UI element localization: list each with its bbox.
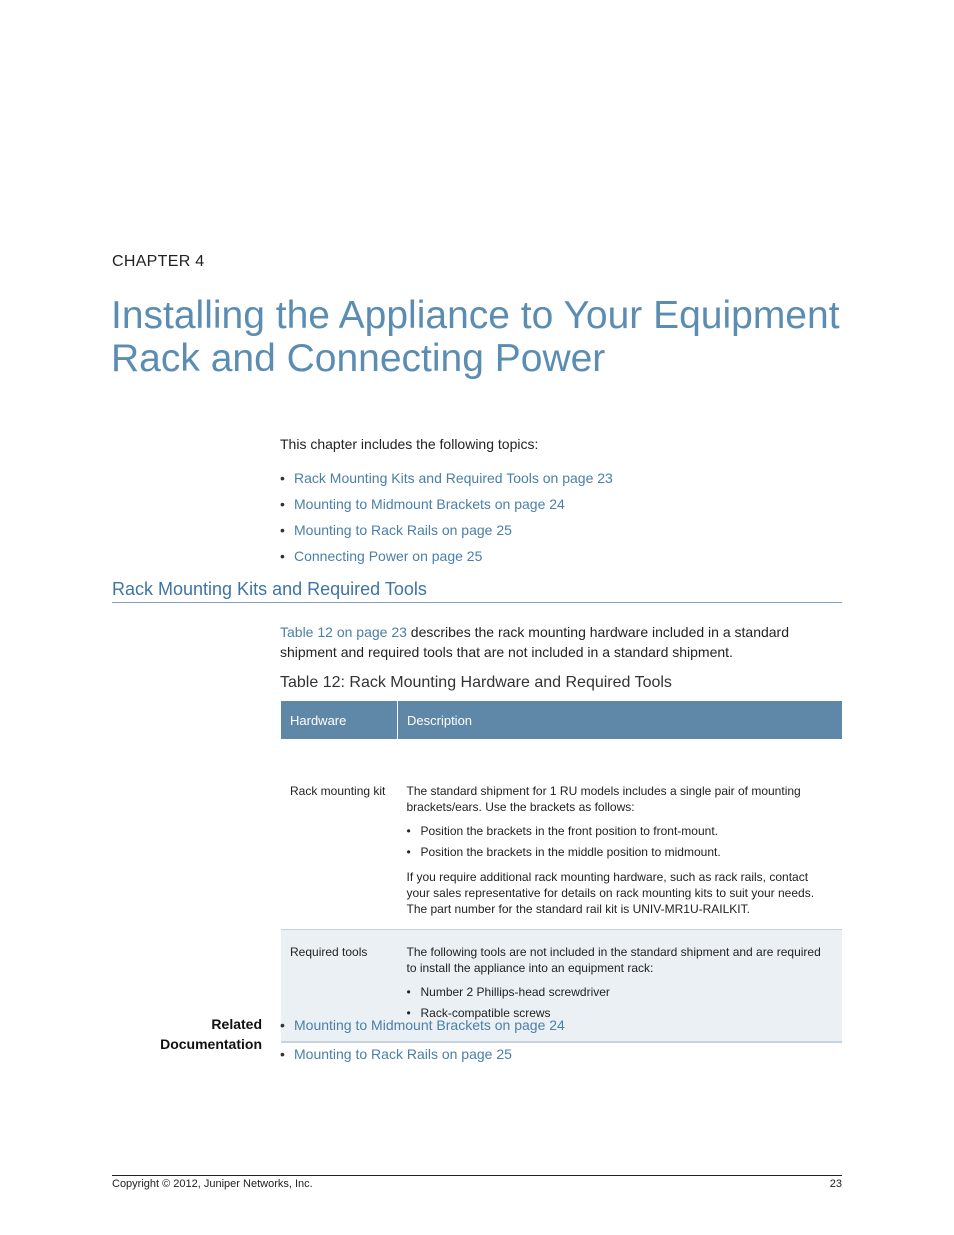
column-header-description: Description <box>398 701 843 739</box>
description-bullets <box>407 821 834 863</box>
topic-list <box>280 469 840 573</box>
page-number: 23 <box>829 1178 842 1190</box>
list-item <box>407 821 834 842</box>
list-item <box>280 547 840 573</box>
bullet-icon: • <box>406 985 411 999</box>
topic-link-connecting-power[interactable]: Connecting Power on page 25 <box>294 548 483 564</box>
column-header-hardware: Hardware <box>281 701 398 739</box>
footer-divider <box>112 1175 842 1176</box>
bullet-icon: • <box>280 496 285 512</box>
bullet-icon: • <box>406 845 411 859</box>
chapter-title: Installing the Appliance to Your Equipment Rack and Connecting Power <box>111 294 840 380</box>
footer-copyright: Copyright © 2012, Juniper Networks, Inc. <box>112 1178 313 1190</box>
list-item <box>407 842 834 863</box>
hardware-cell: Rack mounting kit <box>290 784 386 798</box>
topic-link-rack-rails[interactable]: Mounting to Rack Rails on page 25 <box>294 522 512 538</box>
hardware-table <box>281 701 842 1043</box>
bullet-icon: • <box>280 548 285 564</box>
related-links <box>280 1016 840 1074</box>
list-item <box>280 1045 840 1074</box>
list-item <box>280 521 840 547</box>
topic-link-rack-mounting-kits[interactable]: Rack Mounting Kits and Required Tools on page 23 <box>294 470 613 486</box>
related-label-line: Documentation <box>160 1036 262 1052</box>
bullet-icon: • <box>280 1017 285 1033</box>
intro-text: This chapter includes the following topics: <box>280 436 539 452</box>
description-cell <box>398 739 843 930</box>
chapter-label: CHAPTER 4 <box>112 253 205 270</box>
related-documentation-label <box>140 1014 262 1054</box>
list-item <box>280 1016 840 1045</box>
bullet-text: Position the brackets in the middle position to midmount. <box>420 845 721 859</box>
list-item <box>407 982 834 1003</box>
related-label-line: Related <box>211 1016 262 1032</box>
table-header-row <box>281 701 842 739</box>
list-item <box>280 469 840 495</box>
hardware-cell: Required tools <box>281 930 398 1042</box>
section-paragraph <box>280 622 840 662</box>
description-intro: The following tools are not included in the standard shipment and are required to install the appliance into an equipment rack: <box>406 945 821 975</box>
related-link-midmount-brackets[interactable]: Mounting to Midmount Brackets on page 24 <box>294 1017 565 1033</box>
bullet-icon: • <box>280 470 285 486</box>
table-caption: Table 12: Rack Mounting Hardware and Required Tools <box>280 674 672 691</box>
paragraph-text: describes the rack mounting hardware included in a standard shipment and required tools that are not included in a standard shipment. <box>280 624 789 660</box>
bullet-text: Rack-compatible screws <box>420 1006 551 1020</box>
bullet-icon: • <box>280 522 285 538</box>
section-heading: Rack Mounting Kits and Required Tools <box>112 579 842 603</box>
bullet-text: Number 2 Phillips-head screwdriver <box>420 985 610 999</box>
table-reference-link[interactable]: Table 12 on page 23 <box>280 624 407 640</box>
description-note: If you require additional rack mounting hardware, such as rack rails, contact your sales representative for details on rack mounting kits to suit your needs. The part number for the standard rail kit is UNIV-MR1U-RAILKIT. <box>406 870 815 916</box>
bullet-icon: • <box>406 1006 411 1020</box>
table-row <box>281 739 842 930</box>
bullet-text: Position the brackets in the front position to front-mount. <box>420 824 718 838</box>
list-item <box>280 495 840 521</box>
bullet-icon: • <box>280 1046 285 1062</box>
topic-link-midmount-brackets[interactable]: Mounting to Midmount Brackets on page 24 <box>294 496 565 512</box>
bullet-icon: • <box>406 824 411 838</box>
description-intro: The standard shipment for 1 RU models includes a single pair of mounting brackets/ears. Use the brackets as follows: <box>406 784 801 814</box>
related-link-rack-rails[interactable]: Mounting to Rack Rails on page 25 <box>294 1046 512 1062</box>
